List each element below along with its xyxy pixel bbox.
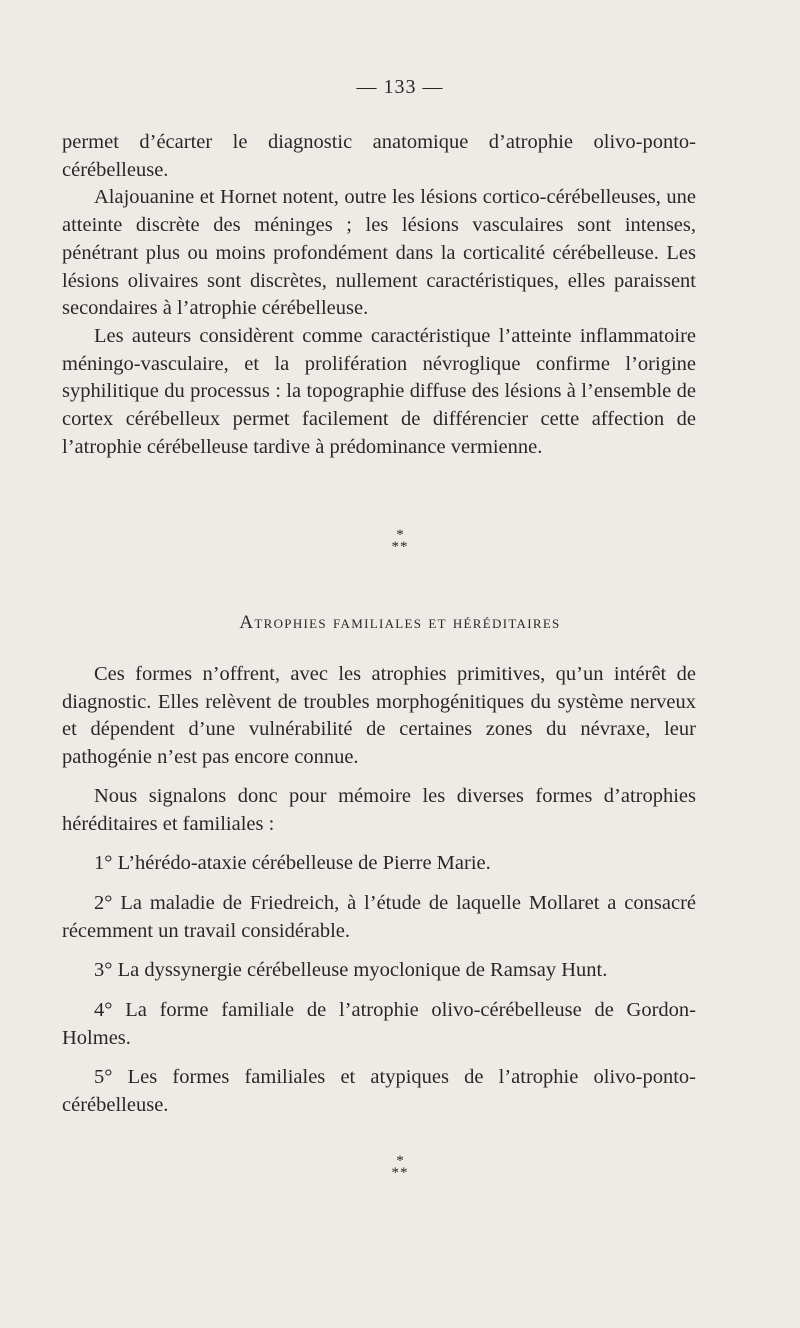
asterism-top: * <box>396 527 404 543</box>
list-item: 3° La dyssynergie cérébelleuse myoclonique de Ramsay Hunt. <box>94 959 608 982</box>
paragraph: Nous signalons donc pour mémoire les diverses formes d’atrophies héréditaires et familiales : <box>62 784 696 835</box>
asterism-top: * <box>396 1153 404 1169</box>
list-item: 2° La maladie de Friedreich, à l’étude de laquelle Mollaret a consacré récemment un travail considérable. <box>62 891 696 942</box>
paragraph: Alajouanine et Hornet notent, outre les lésions cortico-cérébelleuses, une atteinte discrète des méninges ; les lésions vasculaires sont intenses, pénétrant plus ou moins profondément dans la corticalité cérébelleuse. Les lésions olivaires sont discrètes, nullement caractéristiques, elles paraissent secondaires à l’atrophie cérébelleuse. <box>62 186 696 320</box>
paragraph: permet d’écarter le diagnostic anatomique d’atrophie olivo-ponto-cérébelleuse. <box>62 131 696 181</box>
paragraph: Ces formes n’offrent, avec les atrophies primitives, qu’un intérêt de diagnostic. Elles relèvent de troubles morphogénitiques du système nerveux et dépendent d’une vulnérabilité de certaines zones du névraxe, leur pathogénie n’est pas encore connue. <box>62 663 696 769</box>
asterism-bottom: ** <box>391 539 409 555</box>
asterism-bottom: ** <box>391 1165 409 1181</box>
paragraph: Les auteurs considèrent comme caractéristique l’atteinte inflammatoire méningo-vasculaire, et la prolifération névroglique confirme l’origine syphilitique du processus : la topographie diffuse des lésions à l’ensemble de cortex cérébelleux permet facilement de différencier cette affection de l’atrophie cérébelleuse tardive à prédominance vermienne. <box>62 324 696 458</box>
list-item: 4° La forme familiale de l’atrophie olivo-cérébelleuse de Gordon-Holmes. <box>62 999 696 1049</box>
list-item: 5° Les formes familiales et atypiques de l’atrophie olivo-ponto-cérébelleuse. <box>62 1066 696 1117</box>
section-heading: Atrophies familiales et héréditaires <box>239 612 561 633</box>
text-block-top <box>62 129 696 461</box>
page-number: — 133 — <box>356 76 444 98</box>
asterism-divider <box>0 529 800 553</box>
asterism-divider <box>0 1155 800 1179</box>
text-block-bottom <box>62 661 696 1120</box>
list-item: 1° L’hérédo-ataxie cérébelleuse de Pierre Marie. <box>94 852 491 875</box>
